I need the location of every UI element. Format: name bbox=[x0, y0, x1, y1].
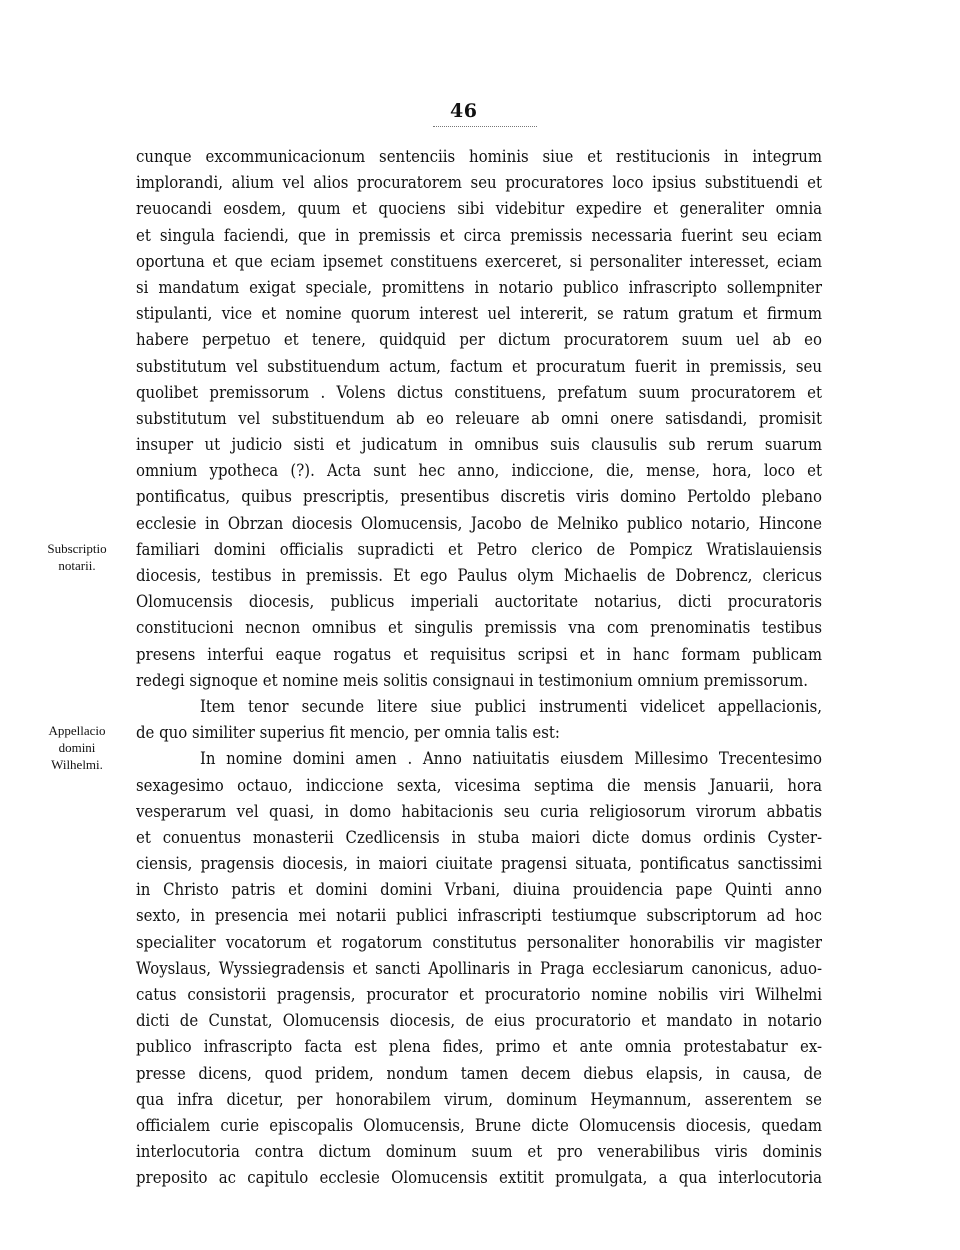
text-line: officialem curie episcopalis Olomucensis, Brune dicte Olomucensis diocesis, quedam bbox=[136, 1115, 822, 1135]
body-text bbox=[136, 144, 822, 1192]
text-line: interlocutoria contra dictum dominum suum et pro venerabilibus viris dominis bbox=[136, 1142, 822, 1162]
text-line: dicti de Cunstat, Olomucensis diocesis, de eius procuratorio et mandato in notario bbox=[136, 1011, 822, 1031]
margin-note-line: Subscriptio bbox=[47, 541, 107, 556]
text-line: sexagesimo octauo, indiccione sexta, vicesima septima die mensis Januarii, hora bbox=[136, 775, 822, 795]
text-line: constitucioni necnon omnibus et singulis premissis vna com prenominatis testibus bbox=[136, 618, 822, 638]
text-line: insuper ut judicio sisti et judicatum in omnibus suis clausulis sub rerum suarum bbox=[136, 435, 822, 455]
page-number: 46 bbox=[450, 100, 478, 122]
text-line: presens interfui eaque rogatus et requisitus scripsi et in hanc formam publicam bbox=[136, 644, 822, 664]
text-line: reuocandi eosdem, quum et quociens sibi videbitur expedire et generaliter omnia bbox=[136, 199, 822, 219]
text-line: Olomucensis diocesis, publicus imperiali auctoritate notarius, dicti procuratoris bbox=[136, 592, 822, 612]
text-line: In nomine domini amen . Anno natiuitatis eiusdem Millesimo Trecentesimo bbox=[200, 749, 822, 769]
text-line: si mandatum exigat speciale, promittens in notario publico infrascripto sollempniter bbox=[136, 277, 822, 297]
text-line: catus consistorii pragensis, procurator et procuratorio nomine nobilis viri Wilhelmi bbox=[136, 985, 822, 1004]
text-line: et singula faciendi, que in premissis et circa premissis necessaria fuerint seu eciam bbox=[136, 225, 822, 245]
text-line: oportuna et que eciam ipsemet constituens exerceret, si personaliter interesset, eciam bbox=[136, 251, 822, 271]
text-line: redegi signoque et nomine meis solitis consignaui in testimonium omnium premissorum. bbox=[136, 670, 808, 690]
text-line: et conuentus monasterii Czedlicensis in stuba maiori dicte domus ordinis Cyster- bbox=[136, 827, 822, 847]
margin-note-line: domini bbox=[58, 740, 96, 755]
text-line: substitutum vel substituendum ab eo releuare ab omni onere satisdandi, promisit bbox=[136, 408, 822, 428]
text-line: habere perpetuo et tenere, quidquid per dictum procuratorem suum uel ab eo bbox=[136, 330, 822, 350]
text-line: implorandi, alium vel alios procuratorem seu procuratores loco ipsius substituendi et bbox=[136, 173, 822, 193]
margin-note-line: Appellacio bbox=[48, 723, 106, 738]
text-line: sexto, in presencia mei notarii publici infrascripti testiumque subscriptorum ad hoc bbox=[136, 906, 822, 926]
text-line: cunque excommunicacionum sentenciis hominis siue et restitucionis in integrum bbox=[136, 147, 822, 166]
text-line: stipulanti, vice et nomine quorum interest uel intererit, se ratum gratum et firmum bbox=[136, 304, 822, 324]
text-line: familiari domini officialis supradicti et Petro clerico de Pompicz Wratislauiensis bbox=[136, 539, 822, 559]
margin-note-line: notarii. bbox=[58, 558, 96, 573]
text-line: in Christo patris et domini domini Vrbani, diuina prouidencia pape Quinti anno bbox=[136, 880, 822, 900]
text-line: de quo similiter superius fit mencio, per omnia talis est: bbox=[136, 723, 560, 743]
text-line: ecclesie in Obrzan diocesis Olomucensis, Jacobo de Melniko publico notario, Hincone bbox=[136, 513, 822, 533]
text-line: specialiter vocatorum et rogatorum constitutus personaliter honorabilis vir magister bbox=[136, 932, 822, 952]
text-line: ciensis, pragensis diocesis, in maiori ciuitate pragensi situata, pontificatus sanctissimi bbox=[136, 854, 822, 874]
text-line: qua infra dicetur, per honorabilem virum, dominum Heymannum, asserentem se bbox=[136, 1089, 822, 1109]
text-line: diocesis, testibus in premissis. Et ego Paulus olym Michaelis de Dobrencz, clericus bbox=[136, 566, 822, 585]
text-line: pontificatus, quibus prescriptis, presentibus discretis viris domino Pertoldo plebano bbox=[136, 487, 822, 507]
margin-note-line: Wilhelmi. bbox=[51, 757, 103, 772]
text-line: preposito ac capitulo ecclesie Olomucensis extitit promulgata, a qua interlocutoria bbox=[136, 1168, 822, 1188]
text-line: Woyslaus, Wyssiegradensis et sancti Apollinaris in Praga ecclesiarum canonicus, aduo- bbox=[136, 958, 822, 978]
text-line: quolibet premissorum . Volens dictus constituens, prefatum suum procuratorem et bbox=[136, 382, 822, 402]
text-line: presse dicens, quod pridem, nondum tamen decem diebus elapsis, in causa, de bbox=[136, 1063, 822, 1083]
header-rule bbox=[433, 126, 537, 127]
text-line: Item tenor secunde litere siue publici instrumenti videlicet appellacionis, bbox=[200, 696, 822, 716]
text-line: publico infrascripto facta est plena fides, primo et ante omnia protestabatur ex- bbox=[136, 1037, 822, 1057]
text-line: omnium ypotheca (?). Acta sunt hec anno, indiccione, die, mense, hora, loco et bbox=[136, 461, 822, 481]
margin-note-appellacio bbox=[22, 722, 132, 773]
margin-note-subscriptio bbox=[22, 540, 132, 574]
text-line: vesperarum vel quasi, in domo habitacionis seu curia religiosorum virorum abbatis bbox=[136, 801, 822, 821]
text-line: substitutum vel substituendum actum, factum et procuratum fuerit in premissis, seu bbox=[136, 356, 822, 376]
